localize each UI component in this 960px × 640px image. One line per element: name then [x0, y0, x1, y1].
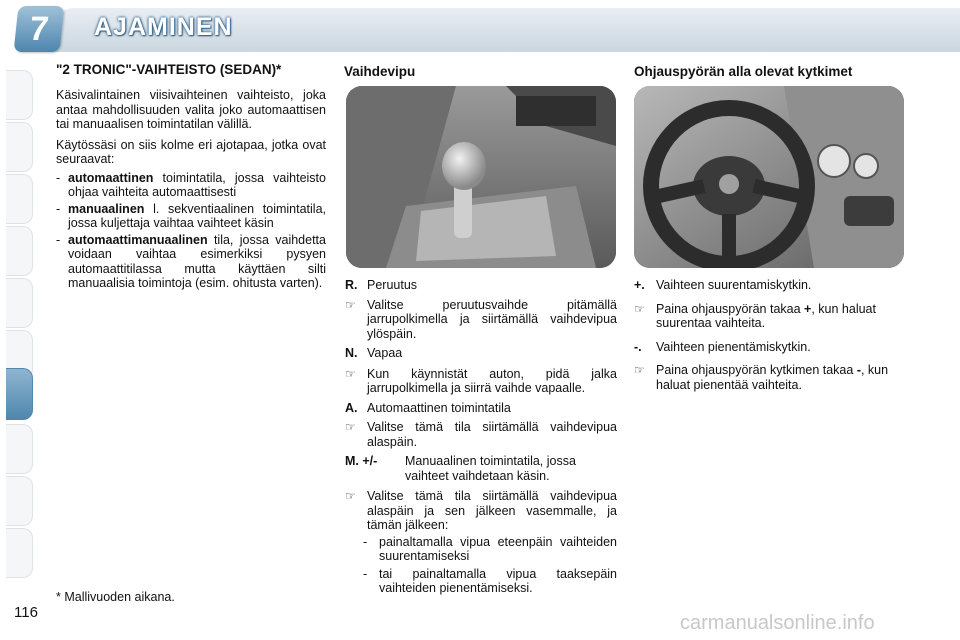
watermark: carmanualsonline.info: [680, 612, 875, 634]
intro-paragraph: Käsivalintainen viisivaihteinen vaihteisto, joka antaa mahdollisuuden valita joko automaattisen tai manuaalisen toimintatilan välillä.: [56, 88, 326, 131]
pointing-hand-icon: ☞: [345, 297, 356, 312]
chapter-tab-2[interactable]: [6, 122, 33, 172]
right-column-text: [634, 278, 906, 397]
gear-m-row: M. +/- Manuaalinen toimintatila, jossa vaihteet vaihdetaan käsin.: [345, 454, 576, 483]
section-heading-steering-switches: Ohjauspyörän alla olevat kytkimet: [634, 64, 853, 79]
chapter-tab-4[interactable]: [6, 226, 33, 276]
gear-m-tip: ☞ Valitse tämä tila siirtämällä vaihdevipua alaspäin ja sen jälkeen vasemmalle, ja tämän jälkeen:: [345, 489, 617, 532]
chapter-number: 7: [27, 9, 51, 48]
chapter-tab-8[interactable]: [6, 424, 33, 474]
pointing-hand-icon: ☞: [634, 301, 645, 316]
gear-a-tip: ☞ Valitse tämä tila siirtämällä vaihdevipua alaspäin.: [345, 420, 617, 449]
list-item: - tai painaltamalla vipua taaksepäin vaihteiden pienentämiseksi.: [363, 566, 617, 595]
chapter-tab-5[interactable]: [6, 278, 33, 328]
list-item: - automaattimanuaalinen tila, jossa vaihdetta voidaan vaihtaa esimerkiksi pysyen automaattitilassa mutta käyttäen silti manuaalisia toimintoja (esim. ohitusta varten).: [56, 232, 326, 290]
steering-wheel-illustration: [634, 86, 904, 268]
gear-lever-illustration: [346, 86, 616, 268]
minus-switch-row: -. Vaihteen pienentämiskytkin.: [634, 339, 811, 354]
chapter-tab-1[interactable]: [6, 70, 33, 120]
gear-r-row: R. Peruutus: [345, 278, 418, 292]
steering-wheel-photo: [634, 86, 904, 268]
pointing-hand-icon: ☞: [345, 489, 356, 503]
chapter-tab-10[interactable]: [6, 528, 33, 578]
gear-r-tip: ☞ Valitse peruutusvaihde pitämällä jarrupolkimella ja siirtämällä vaihdevipua ylöspäin.: [345, 297, 617, 341]
section-heading-gear-lever: Vaihdevipu: [344, 64, 416, 79]
pointing-hand-icon: ☞: [345, 366, 356, 381]
plus-switch-tip: ☞ Paina ohjauspyörän takaa +, kun haluat suurentaa vaihteita.: [634, 301, 876, 330]
list-item: - painaltamalla vipua eteenpäin vaihteiden suurentamiseksi: [363, 534, 617, 563]
footnote: * Mallivuoden aikana.: [56, 590, 175, 604]
pointing-hand-icon: ☞: [634, 363, 645, 377]
pointing-hand-icon: ☞: [345, 420, 356, 434]
list-item: - automaattinen toimintatila, jossa vaihteisto ohjaa vaihteita automaattisesti: [56, 170, 326, 199]
chapter-tab-3[interactable]: [6, 174, 33, 224]
gear-n-row: N. Vapaa: [345, 346, 403, 360]
intro-paragraph-2: Käytössäsi on siis kolme eri ajotapaa, jotka ovat seuraavat:: [56, 137, 326, 166]
left-column: [56, 62, 326, 293]
middle-column-text: [345, 278, 617, 599]
list-item: - manuaalinen l. sekventiaalinen toimintatila, jossa kuljettaja vaihtaa vaihteet käsin: [56, 201, 326, 230]
page-number: 116: [14, 604, 38, 621]
plus-switch-row: +. Vaihteen suurentamiskytkin.: [634, 278, 812, 292]
page-title: AJAMINEN: [94, 13, 233, 41]
chapter-tab-7-active[interactable]: [6, 368, 33, 420]
chapter-tab-9[interactable]: [6, 476, 33, 526]
gear-a-row: A. Automaattinen toimintatila: [345, 400, 511, 415]
section-heading-tronic: "2 TRONIC"-VAIHTEISTO (SEDAN)*: [56, 62, 282, 77]
gear-lever-photo: [346, 86, 616, 268]
chapter-badge: [14, 6, 65, 52]
minus-switch-tip: ☞ Paina ohjauspyörän kytkimen takaa -, kun haluat pienentää vaihteita.: [634, 363, 889, 392]
gear-n-tip: ☞ Kun käynnistät auton, pidä jalka jarrupolkimella ja siirrä vaihde vapaalle.: [345, 366, 617, 395]
